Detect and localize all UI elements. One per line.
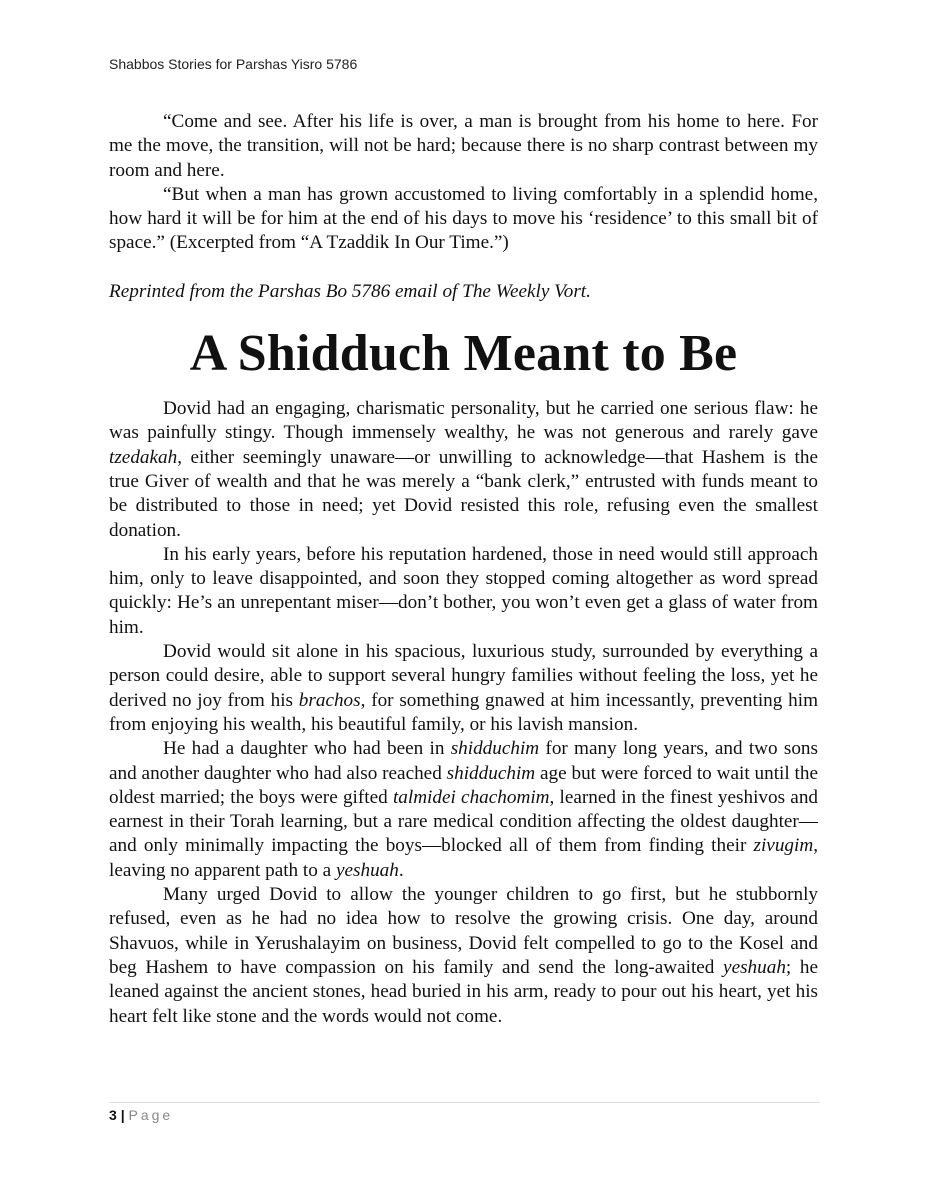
- paragraph: [109, 183, 818, 256]
- italic-term: tzedakah: [109, 446, 178, 468]
- text-run: “Come and see. After his life is over, a man is brought from his home to here. For me the move, the transition, will not be hard; because there is no sharp contrast between my room and here.: [109, 111, 818, 181]
- italic-term: yeshuah: [723, 956, 786, 978]
- page-footer: [109, 1107, 173, 1123]
- paragraph: [109, 543, 818, 640]
- italic-term: brachos: [298, 689, 361, 711]
- footer-divider: [109, 1102, 820, 1103]
- paragraph: [109, 397, 818, 543]
- text-run: Dovid had an engaging, charismatic personality, but he carried one serious flaw: he was painfully stingy. Though immensely wealthy, he was not generous and rarely gave: [109, 398, 818, 444]
- reprint-note: Reprinted from the Parshas Bo 5786 email of The Weekly Vort.: [109, 280, 591, 302]
- text-run: , leaving no apparent path to a: [109, 835, 818, 881]
- footer-separator: |: [120, 1107, 125, 1123]
- italic-term: shidduchim: [446, 762, 536, 784]
- article-body: [109, 397, 818, 1029]
- italic-term: talmidei chachomim: [392, 786, 550, 808]
- paragraph: [109, 640, 818, 737]
- italic-term: shidduchim: [450, 738, 540, 760]
- text-run: In his early years, before his reputation hardened, those in need would still approach him, only to leave disappointed, and soon they stopped coming altogether as word spread quickly: He’s an unrepentant miser—don’t bother, you won’t even get a glass of water from him.: [109, 543, 818, 638]
- running-header: Shabbos Stories for Parshas Yisro 5786: [109, 56, 358, 72]
- intro-section: [109, 110, 818, 256]
- text-run: Dovid would sit alone in his spacious, luxurious study, surrounded by everything a person could desire, able to support several hungry families without feeling the loss, yet he derived no joy from his: [109, 641, 818, 711]
- article-title: A Shidduch Meant to Be: [189, 325, 738, 383]
- paragraph: [109, 110, 818, 183]
- text-run: age but were forced to wait until the oldest married; the boys were gifted: [109, 762, 818, 808]
- text-run: , learned in the finest yeshivos and earnest in their Torah learning, but a rare medical condition affecting the oldest daughter—and only minimally impacting the boys—blocked all of them from finding their: [109, 786, 819, 857]
- italic-term: yeshuah: [335, 859, 399, 881]
- text-run: , either seemingly unaware—or unwilling to acknowledge—that Hashem is the true Giver of wealth and that he was merely a “bank clerk,” entrusted with funds meant to be distributed to those in need; yet Dovid resisted this role, refusing even the smallest donation.: [109, 446, 818, 541]
- text-run: , for something gnawed at him incessantly, preventing him from enjoying his wealth, his beautiful family, or his lavish mansion.: [109, 689, 818, 735]
- text-run: for many long years, and two sons and another daughter who had also reached: [109, 738, 818, 784]
- text-run: .: [398, 859, 404, 881]
- text-run: ; he leaned against the ancient stones, head buried in his arm, ready to pour out his heart, yet his heart felt like stone and the words would not come.: [109, 956, 818, 1027]
- text-run: He had a daughter who had been in: [163, 738, 451, 760]
- page-number: 3: [109, 1107, 117, 1123]
- paragraph: [109, 737, 818, 883]
- page-label: Page: [128, 1107, 174, 1123]
- text-run: “But when a man has grown accustomed to living comfortably in a splendid home, how hard it will be for him at the end of his days to move his ‘residence’ to this small bit of space.” (Excerpted from “A Tzaddik In Our Time.”): [109, 183, 818, 254]
- text-run: Many urged Dovid to allow the younger children to go first, but he stubbornly refused, even as he had no idea how to resolve the growing crisis. One day, around Shavuos, while in Yerushalayim on business, Dovid felt compelled to go to the Kosel and beg Hashem to have compassion on his family and send the long-awaited: [109, 884, 818, 978]
- paragraph: [109, 883, 818, 1029]
- page-content: [109, 110, 818, 1029]
- italic-term: zivugim: [753, 835, 814, 857]
